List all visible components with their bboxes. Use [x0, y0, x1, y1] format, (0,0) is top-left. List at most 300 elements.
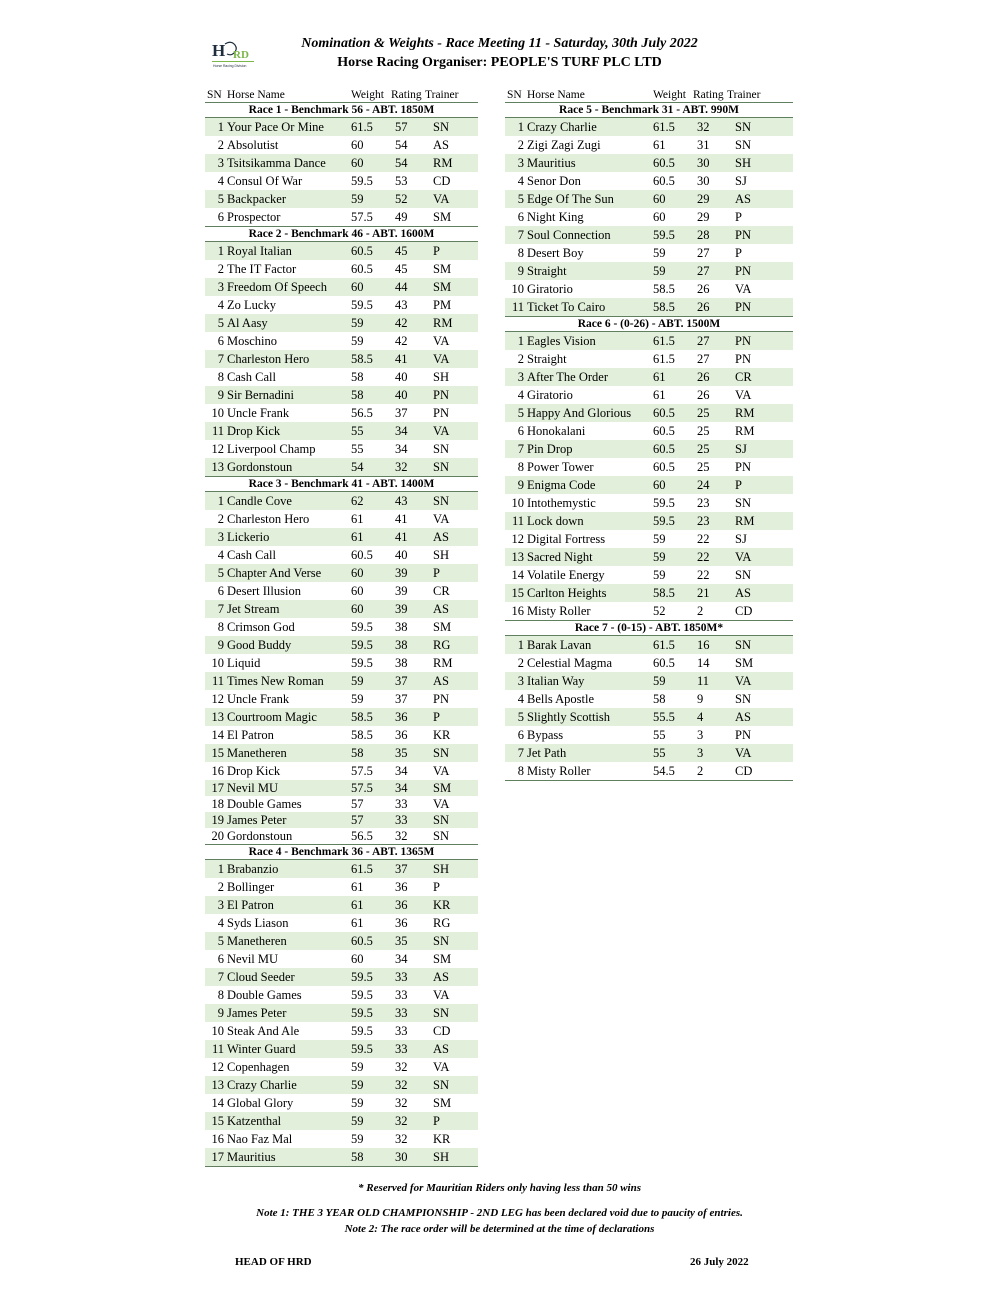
trainer: PN [735, 264, 751, 278]
trainer: SN [433, 1006, 449, 1020]
rating: 36 [395, 710, 408, 724]
table-row [505, 332, 793, 350]
horse-name: Uncle Frank [227, 692, 290, 706]
weight: 58.5 [653, 282, 675, 296]
table-row [205, 780, 478, 796]
weight: 60.5 [351, 244, 373, 258]
horse-name: Enigma Code [527, 478, 596, 492]
horse-name: Celestial Magma [527, 656, 613, 670]
table-row [205, 208, 478, 226]
trainer: VA [735, 282, 752, 296]
serial-number: 13 [211, 710, 224, 724]
trainer: CD [433, 174, 451, 188]
table-row [505, 636, 793, 654]
weight: 61 [351, 880, 364, 894]
right-column [505, 87, 793, 781]
weight: 61 [351, 916, 364, 930]
rating: 52 [395, 192, 408, 206]
rating: 3 [697, 728, 704, 742]
table-row [505, 118, 793, 136]
trainer: CD [433, 1024, 451, 1038]
serial-number: 2 [217, 262, 224, 276]
table-row [205, 404, 478, 422]
table-row [205, 618, 478, 636]
trainer: VA [735, 674, 752, 688]
rating: 33 [395, 813, 408, 827]
weight: 60 [653, 192, 666, 206]
weight: 59.5 [653, 514, 675, 528]
serial-number: 1 [217, 494, 224, 508]
rating: 34 [395, 764, 408, 778]
horse-name: Tsitsikamma Dance [227, 156, 326, 170]
weight: 58.5 [351, 710, 373, 724]
table-row [505, 422, 793, 440]
trainer: KR [433, 898, 451, 912]
trainer: SN [433, 460, 449, 474]
weight: 58 [351, 370, 364, 384]
rating: 26 [697, 388, 710, 402]
serial-number: 7 [517, 442, 524, 456]
horse-name: Times New Roman [227, 674, 324, 688]
table-row [505, 386, 793, 404]
horse-name: Carlton Heights [527, 586, 607, 600]
table-row [205, 986, 478, 1004]
horse-name: Moschino [227, 334, 277, 348]
rating: 40 [395, 370, 408, 384]
serial-number: 10 [211, 406, 224, 420]
serial-number: 1 [517, 638, 524, 652]
horse-name: Gordonstoun [227, 829, 293, 843]
serial-number: 9 [217, 1006, 224, 1020]
horse-name: Sir Bernadini [227, 388, 295, 402]
trainer: RM [433, 656, 453, 670]
horse-name: Chapter And Verse [227, 566, 322, 580]
table-row [205, 1022, 478, 1040]
rating: 3 [697, 746, 704, 760]
horse-name: Royal Italian [227, 244, 292, 258]
weight: 59.5 [653, 228, 675, 242]
trainer: PN [433, 388, 449, 402]
rating: 33 [395, 797, 408, 811]
note-1: Note 1: THE 3 YEAR OLD CHAMPIONSHIP - 2ND LEG has been declared void due to paucity of entries. [256, 1207, 743, 1219]
horse-name: Misty Roller [527, 604, 591, 618]
weight: 60 [351, 566, 364, 580]
rating: 30 [395, 1150, 408, 1164]
race-table [205, 227, 478, 477]
table-row [205, 492, 478, 510]
serial-number: 14 [211, 1096, 224, 1110]
horse-name: Volatile Energy [527, 568, 605, 582]
race-title: Race 5 - Benchmark 31 - ABT. 990M [505, 103, 793, 118]
trainer: RM [735, 406, 755, 420]
weight: 61 [653, 370, 666, 384]
rating: 4 [697, 710, 704, 724]
serial-number: 1 [217, 862, 224, 876]
horse-name: Mauritius [527, 156, 576, 170]
serial-number: 3 [517, 674, 524, 688]
horse-name: James Peter [227, 1006, 287, 1020]
serial-number: 14 [511, 568, 524, 582]
trainer: AS [735, 192, 751, 206]
svg-text:H: H [212, 41, 226, 60]
table-row [205, 510, 478, 528]
horse-name: Copenhagen [227, 1060, 290, 1074]
weight: 59.5 [351, 638, 373, 652]
serial-number: 7 [217, 970, 224, 984]
table-row [505, 744, 793, 762]
weight: 60.5 [351, 934, 373, 948]
horse-name: Candle Cove [227, 494, 292, 508]
table-row [205, 762, 478, 780]
trainer: PN [735, 460, 751, 474]
weight: 58.5 [653, 300, 675, 314]
table-row [205, 1148, 478, 1166]
serial-number: 13 [211, 460, 224, 474]
serial-number: 3 [517, 370, 524, 384]
serial-number: 16 [211, 764, 224, 778]
serial-number: 2 [217, 880, 224, 894]
weight: 60.5 [653, 424, 675, 438]
trainer: SN [433, 442, 449, 456]
weight: 57.5 [351, 210, 373, 224]
weight: 59 [351, 334, 364, 348]
weight: 59.5 [351, 988, 373, 1002]
horse-name: Al Aasy [227, 316, 268, 330]
trainer: SH [433, 370, 449, 384]
horse-name: Backpacker [227, 192, 286, 206]
weight: 60.5 [653, 460, 675, 474]
horse-name: Prospector [227, 210, 281, 224]
table-row [205, 932, 478, 950]
serial-number: 13 [211, 1078, 224, 1092]
table-row [205, 350, 478, 368]
rating: 36 [395, 728, 408, 742]
trainer: SM [433, 952, 452, 966]
trainer: RG [433, 916, 451, 930]
weight: 55 [351, 424, 364, 438]
trainer: VA [433, 988, 450, 1002]
serial-number: 3 [217, 530, 224, 544]
weight: 61 [653, 388, 666, 402]
trainer: VA [433, 424, 450, 438]
table-row [505, 154, 793, 172]
trainer: SN [433, 120, 449, 134]
table-row [505, 298, 793, 316]
serial-number: 8 [217, 988, 224, 1002]
horse-name: Nevil MU [227, 781, 279, 795]
rating: 14 [697, 656, 710, 670]
horse-name: Bells Apostle [527, 692, 595, 706]
rating: 34 [395, 424, 408, 438]
horse-name: Lock down [527, 514, 584, 528]
serial-number: 5 [217, 934, 224, 948]
trainer: VA [735, 746, 752, 760]
race-table [505, 103, 793, 317]
table-row [205, 564, 478, 582]
trainer: SN [433, 813, 449, 827]
race-table [205, 103, 478, 227]
weight: 58.5 [653, 586, 675, 600]
serial-number: 6 [217, 952, 224, 966]
trainer: SN [735, 496, 751, 510]
trainer: RG [433, 638, 451, 652]
trainer: RM [433, 316, 453, 330]
rating: 32 [395, 829, 408, 843]
weight: 54 [351, 460, 364, 474]
table-row [205, 136, 478, 154]
rating: 33 [395, 970, 408, 984]
rating: 16 [697, 638, 710, 652]
serial-number: 11 [511, 514, 524, 528]
serial-number: 17 [211, 781, 224, 795]
weight: 59 [653, 532, 666, 546]
weight: 59 [351, 674, 364, 688]
serial-number: 1 [517, 120, 524, 134]
horse-name: Zo Lucky [227, 298, 276, 312]
trainer: AS [433, 530, 449, 544]
table-row [505, 494, 793, 512]
trainer: SM [433, 280, 452, 294]
horse-name: Desert Boy [527, 246, 584, 260]
trainer: VA [433, 1060, 450, 1074]
table-row [205, 636, 478, 654]
trainer: PN [433, 406, 449, 420]
weight: 55 [653, 728, 666, 742]
table-row [205, 260, 478, 278]
table-row [205, 672, 478, 690]
trainer: CR [735, 370, 752, 384]
trainer: VA [433, 512, 450, 526]
rating: 26 [697, 282, 710, 296]
weight: 61.5 [351, 862, 373, 876]
rating: 27 [697, 334, 710, 348]
trainer: PN [735, 228, 751, 242]
rating: 45 [395, 262, 408, 276]
horse-name: Giratorio [527, 388, 573, 402]
trainer: AS [433, 1042, 449, 1056]
serial-number: 14 [211, 728, 224, 742]
table-row [205, 386, 478, 404]
serial-number: 5 [517, 406, 524, 420]
race-title: Race 2 - Benchmark 46 - ABT. 1600M [205, 227, 478, 242]
rating: 35 [395, 746, 408, 760]
serial-number: 2 [217, 512, 224, 526]
horse-name: Bollinger [227, 880, 275, 894]
rating: 25 [697, 442, 710, 456]
trainer: SH [735, 156, 751, 170]
weight: 60.5 [653, 406, 675, 420]
rating: 32 [395, 1078, 408, 1092]
serial-number: 12 [211, 442, 224, 456]
rating: 2 [697, 604, 704, 618]
trainer: CD [735, 764, 753, 778]
table-row [205, 458, 478, 476]
horse-name: Syds Liason [227, 916, 289, 930]
serial-number: 3 [517, 156, 524, 170]
trainer: P [433, 710, 440, 724]
horse-name: After The Order [527, 370, 608, 384]
trainer: VA [433, 192, 450, 206]
table-row [205, 1004, 478, 1022]
table-row [505, 262, 793, 280]
weight: 61 [351, 898, 364, 912]
rating: 44 [395, 280, 408, 294]
weight: 60 [351, 952, 364, 966]
trainer: SN [735, 138, 751, 152]
rating: 29 [697, 192, 710, 206]
table-row [505, 602, 793, 620]
weight: 60 [351, 138, 364, 152]
horse-name: Desert Illusion [227, 584, 301, 598]
rating: 26 [697, 300, 710, 314]
trainer: SN [433, 1078, 449, 1092]
page-subtitle [0, 55, 999, 71]
race-title: Race 6 - (0-26) - ABT. 1500M [505, 317, 793, 332]
trainer: P [735, 478, 742, 492]
trainer: AS [433, 138, 449, 152]
serial-number: 9 [517, 264, 524, 278]
horse-name: Slightly Scottish [527, 710, 611, 724]
trainer: SM [433, 210, 452, 224]
table-row [205, 828, 478, 844]
table-row [205, 422, 478, 440]
serial-number: 10 [511, 282, 524, 296]
weight: 58 [653, 692, 666, 706]
weight: 59 [351, 192, 364, 206]
weight: 59 [351, 1060, 364, 1074]
serial-number: 11 [211, 1042, 224, 1056]
table-row [205, 172, 478, 190]
horse-name: Liverpool Champ [227, 442, 316, 456]
trainer: SN [433, 746, 449, 760]
rating: 32 [395, 1114, 408, 1128]
table-row [205, 690, 478, 708]
horse-name: Charleston Hero [227, 352, 310, 366]
rating: 45 [395, 244, 408, 258]
rating: 32 [395, 460, 408, 474]
trainer: P [433, 244, 440, 258]
trainer: AS [433, 970, 449, 984]
race-table [505, 621, 793, 781]
horse-name: Straight [527, 264, 567, 278]
trainer: SH [433, 548, 449, 562]
serial-number: 6 [217, 210, 224, 224]
table-row [205, 744, 478, 762]
serial-number: 1 [217, 244, 224, 258]
table-row [205, 968, 478, 986]
table-row [505, 654, 793, 672]
trainer: VA [433, 334, 450, 348]
weight: 59 [653, 568, 666, 582]
weight: 58 [351, 746, 364, 760]
table-row [205, 242, 478, 260]
trainer: KR [433, 1132, 451, 1146]
table-row [205, 1130, 478, 1148]
serial-number: 12 [211, 692, 224, 706]
weight: 56.5 [351, 829, 373, 843]
trainer: CR [433, 584, 450, 598]
weight: 60.5 [653, 174, 675, 188]
table-row [505, 708, 793, 726]
horse-name: Jet Stream [227, 602, 280, 616]
trainer: SM [433, 620, 452, 634]
table-row [505, 512, 793, 530]
trainer: PN [433, 692, 449, 706]
trainer: SM [735, 656, 754, 670]
table-row [505, 566, 793, 584]
table-row [205, 118, 478, 136]
weight: 60 [653, 478, 666, 492]
table-row [505, 690, 793, 708]
serial-number: 11 [211, 424, 224, 438]
weight: 60 [351, 280, 364, 294]
table-row [205, 600, 478, 618]
column-header-row [205, 87, 478, 103]
column-header-sn: SN [207, 88, 222, 101]
horse-name: Steak And Ale [227, 1024, 300, 1038]
rating: 40 [395, 388, 408, 402]
rating: 42 [395, 334, 408, 348]
horse-name: Uncle Frank [227, 406, 290, 420]
weight: 61.5 [653, 334, 675, 348]
serial-number: 15 [511, 586, 524, 600]
horse-name: Gordonstoun [227, 460, 293, 474]
serial-number: 8 [217, 620, 224, 634]
trainer: CD [735, 604, 753, 618]
trainer: AS [735, 586, 751, 600]
column-header-trainer: Trainer [727, 88, 761, 101]
horse-name: Brabanzio [227, 862, 279, 876]
serial-number: 3 [217, 156, 224, 170]
footer-date: 26 July 2022 [690, 1256, 749, 1268]
trainer: SN [735, 568, 751, 582]
rating: 22 [697, 550, 710, 564]
weight: 61.5 [653, 638, 675, 652]
serial-number: 7 [217, 352, 224, 366]
horse-name: Eagles Vision [527, 334, 596, 348]
trainer: AS [433, 674, 449, 688]
trainer: P [735, 246, 742, 260]
trainer: PN [735, 352, 751, 366]
rating: 32 [395, 1060, 408, 1074]
table-row [505, 476, 793, 494]
weight: 59.5 [351, 1042, 373, 1056]
trainer: SN [433, 494, 449, 508]
page-title-text: Nomination & Weights - Race Meeting 11 - Saturday, 30th July 2022 [301, 36, 698, 51]
weight: 61.5 [351, 120, 373, 134]
serial-number: 1 [217, 120, 224, 134]
column-header-sn: SN [507, 88, 522, 101]
table-row [205, 582, 478, 600]
horse-name: El Patron [227, 728, 274, 742]
serial-number: 7 [517, 228, 524, 242]
horse-name: Charleston Hero [227, 512, 310, 526]
horse-name: Crazy Charlie [227, 1078, 297, 1092]
table-row [205, 1058, 478, 1076]
rating: 31 [697, 138, 710, 152]
rating: 27 [697, 246, 710, 260]
horse-name: Cloud Seeder [227, 970, 295, 984]
serial-number: 9 [517, 478, 524, 492]
weight: 59.5 [653, 496, 675, 510]
horse-name: Good Buddy [227, 638, 292, 652]
trainer: VA [735, 550, 752, 564]
race-title: Race 3 - Benchmark 41 - ABT. 1400M [205, 477, 478, 492]
weight: 58 [351, 1150, 364, 1164]
serial-number: 5 [217, 192, 224, 206]
rating: 25 [697, 406, 710, 420]
rating: 43 [395, 298, 408, 312]
